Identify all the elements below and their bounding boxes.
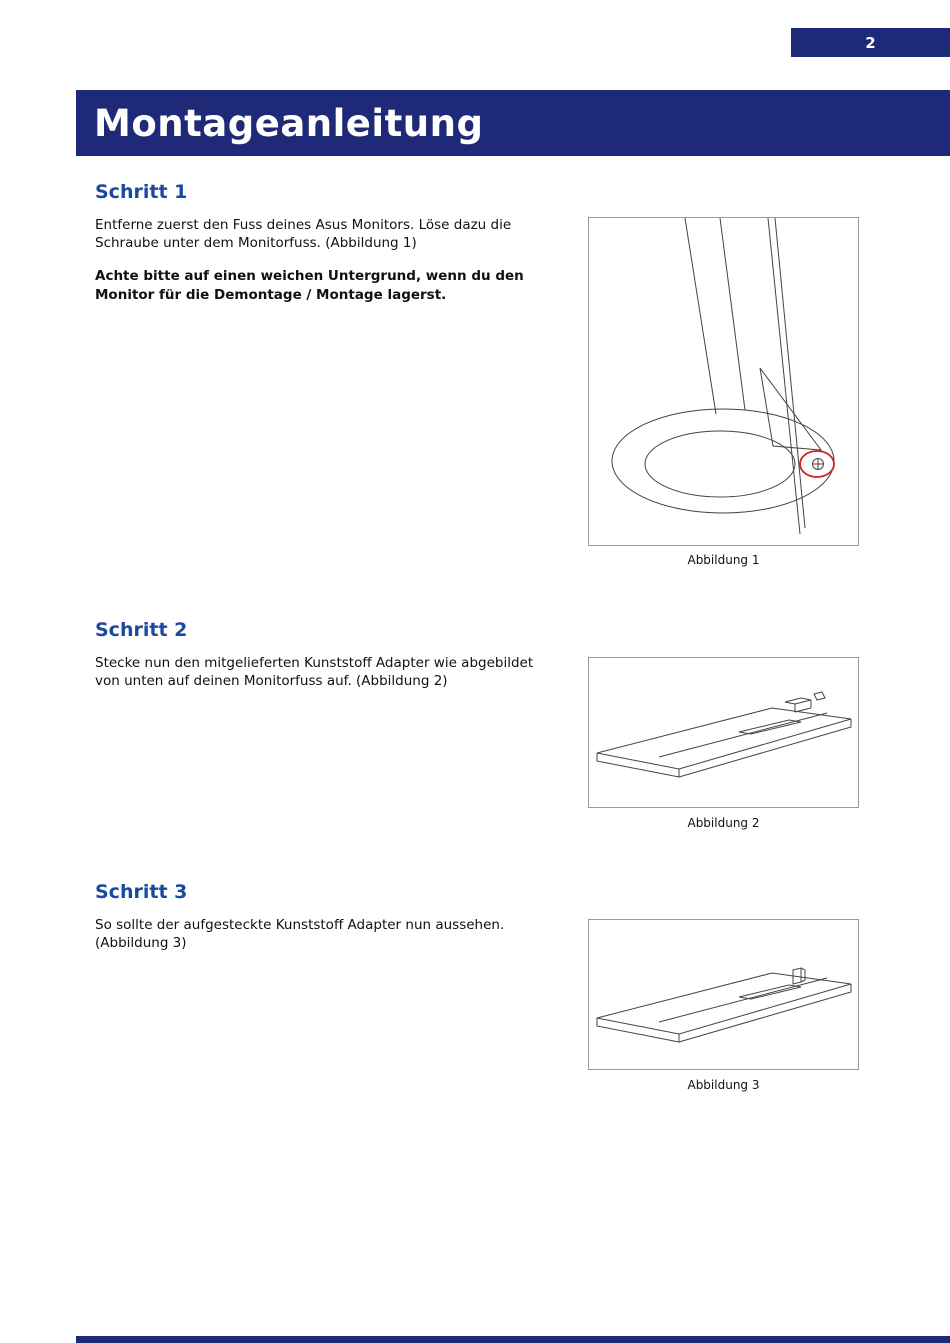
step-2-body: Stecke nun den mitgelieferten Kunststoff Adapter wie abgebildet von unten auf deinen Monitorfuss auf. (Abbildung 2) xyxy=(95,655,534,690)
title-band xyxy=(76,90,950,156)
step-2-section xyxy=(95,619,547,690)
document-title: Montageanleitung xyxy=(94,101,484,145)
figure-1-caption: Abbildung 1 xyxy=(687,553,760,567)
step-1-section xyxy=(95,181,547,304)
step-1-body: Entferne zuerst den Fuss deines Asus Monitors. Löse dazu die Schraube unter dem Monitorfuss. (Abbildung 1) xyxy=(95,217,512,252)
step-2-heading: Schritt 2 xyxy=(95,619,188,641)
figure-1 xyxy=(588,217,859,546)
figure-3 xyxy=(588,919,859,1070)
figure-2-caption: Abbildung 2 xyxy=(687,816,760,830)
page-number: 2 xyxy=(865,33,876,52)
step-1-note: Achte bitte auf einen weichen Untergrund, wenn du den Monitor für die Demontage / Montage lagerst. xyxy=(95,268,524,303)
step-3-heading: Schritt 3 xyxy=(95,881,188,903)
page-number-bar xyxy=(791,28,950,57)
figure-3-caption: Abbildung 3 xyxy=(687,1078,760,1092)
step-1-heading: Schritt 1 xyxy=(95,181,188,203)
adapter-mounted-illustration xyxy=(589,920,858,1069)
monitor-stand-illustration xyxy=(589,218,858,545)
adapter-mounting-illustration xyxy=(589,658,858,807)
figure-2 xyxy=(588,657,859,808)
step-3-body: So sollte der aufgesteckte Kunststoff Adapter nun aussehen. (Abbildung 3) xyxy=(95,917,505,952)
step-3-section xyxy=(95,881,547,952)
footer-rule xyxy=(76,1336,950,1343)
